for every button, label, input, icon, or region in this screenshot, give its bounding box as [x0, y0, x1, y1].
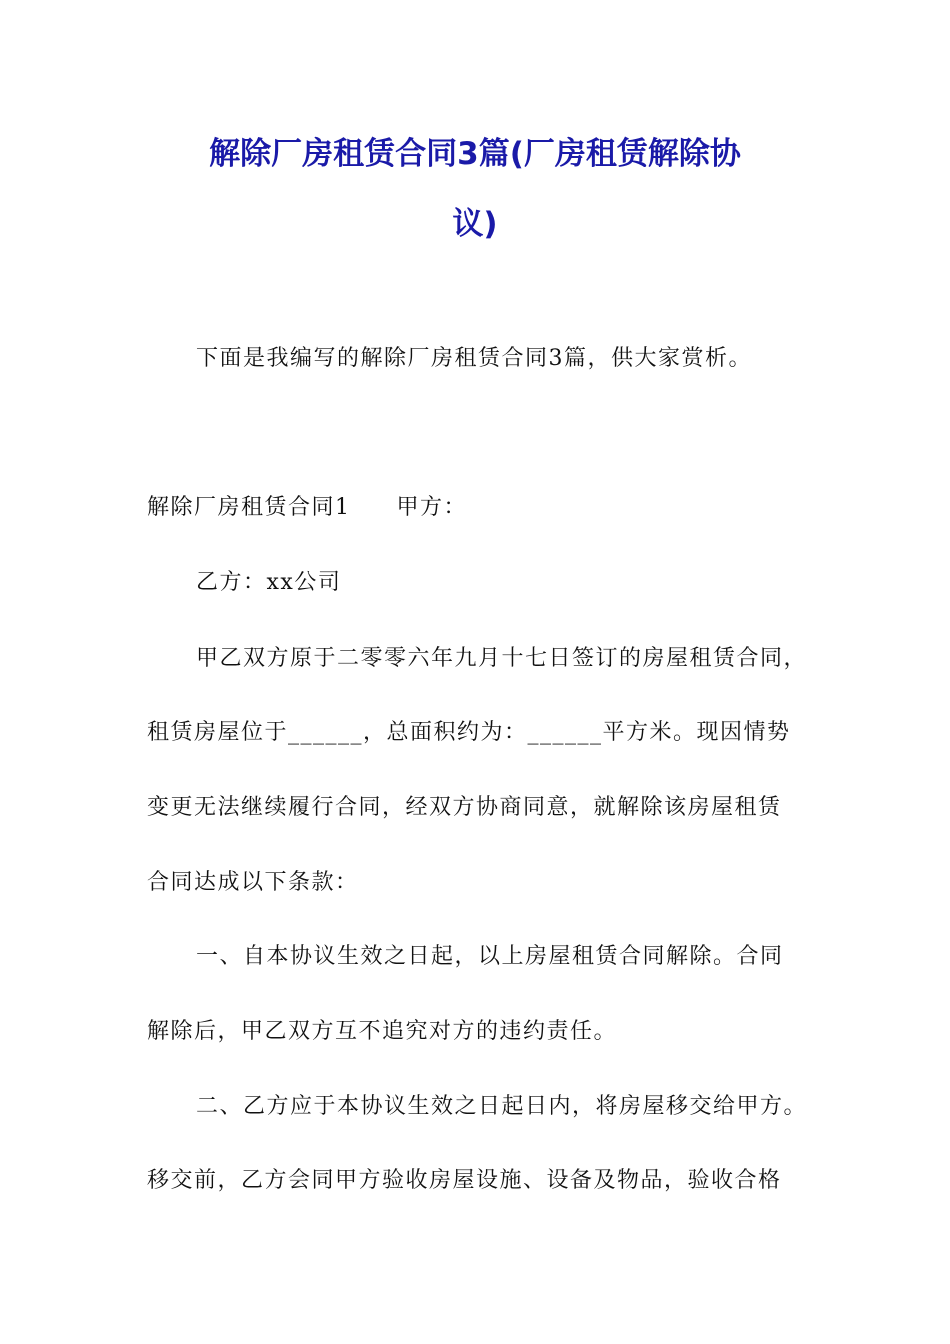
intro-text: 下面是我编写的解除厂房租赁合同3篇，供大家赏析。 [196, 346, 752, 371]
clause-2-line-1: 二、乙方应于本协议生效之日起日内，将房屋移交给甲方。 [196, 1094, 808, 1119]
document-title-line-2: 议) [452, 206, 498, 242]
clause-1-line-2: 解除后，甲乙双方互不追究对方的违约责任。 [147, 1019, 618, 1044]
paragraph-1-line-1: 甲乙双方原于二零零六年九月十七日签订的房屋租赁合同， [196, 646, 808, 671]
paragraph-1-line-3: 变更无法继续履行合同，经双方协商同意，就解除该房屋租赁 [147, 795, 782, 820]
party-b-line: 乙方：xx公司 [196, 570, 342, 595]
contract-heading-row [147, 497, 467, 519]
contract-heading: 解除厂房租赁合同1 [147, 495, 351, 520]
document-title-line-1: 解除厂房租赁合同3篇(厂房租赁解除协 [209, 136, 741, 172]
paragraph-1-line-4: 合同达成以下条款： [147, 870, 359, 895]
clause-2-line-2: 移交前，乙方会同甲方验收房屋设施、设备及物品，验收合格 [147, 1168, 782, 1193]
party-a-label: 甲方： [396, 495, 468, 520]
paragraph-1-line-2: 租赁房屋位于______，总面积约为：______平方米。现因情势 [147, 720, 791, 745]
clause-1-line-1: 一、自本协议生效之日起，以上房屋租赁合同解除。合同 [196, 944, 784, 969]
